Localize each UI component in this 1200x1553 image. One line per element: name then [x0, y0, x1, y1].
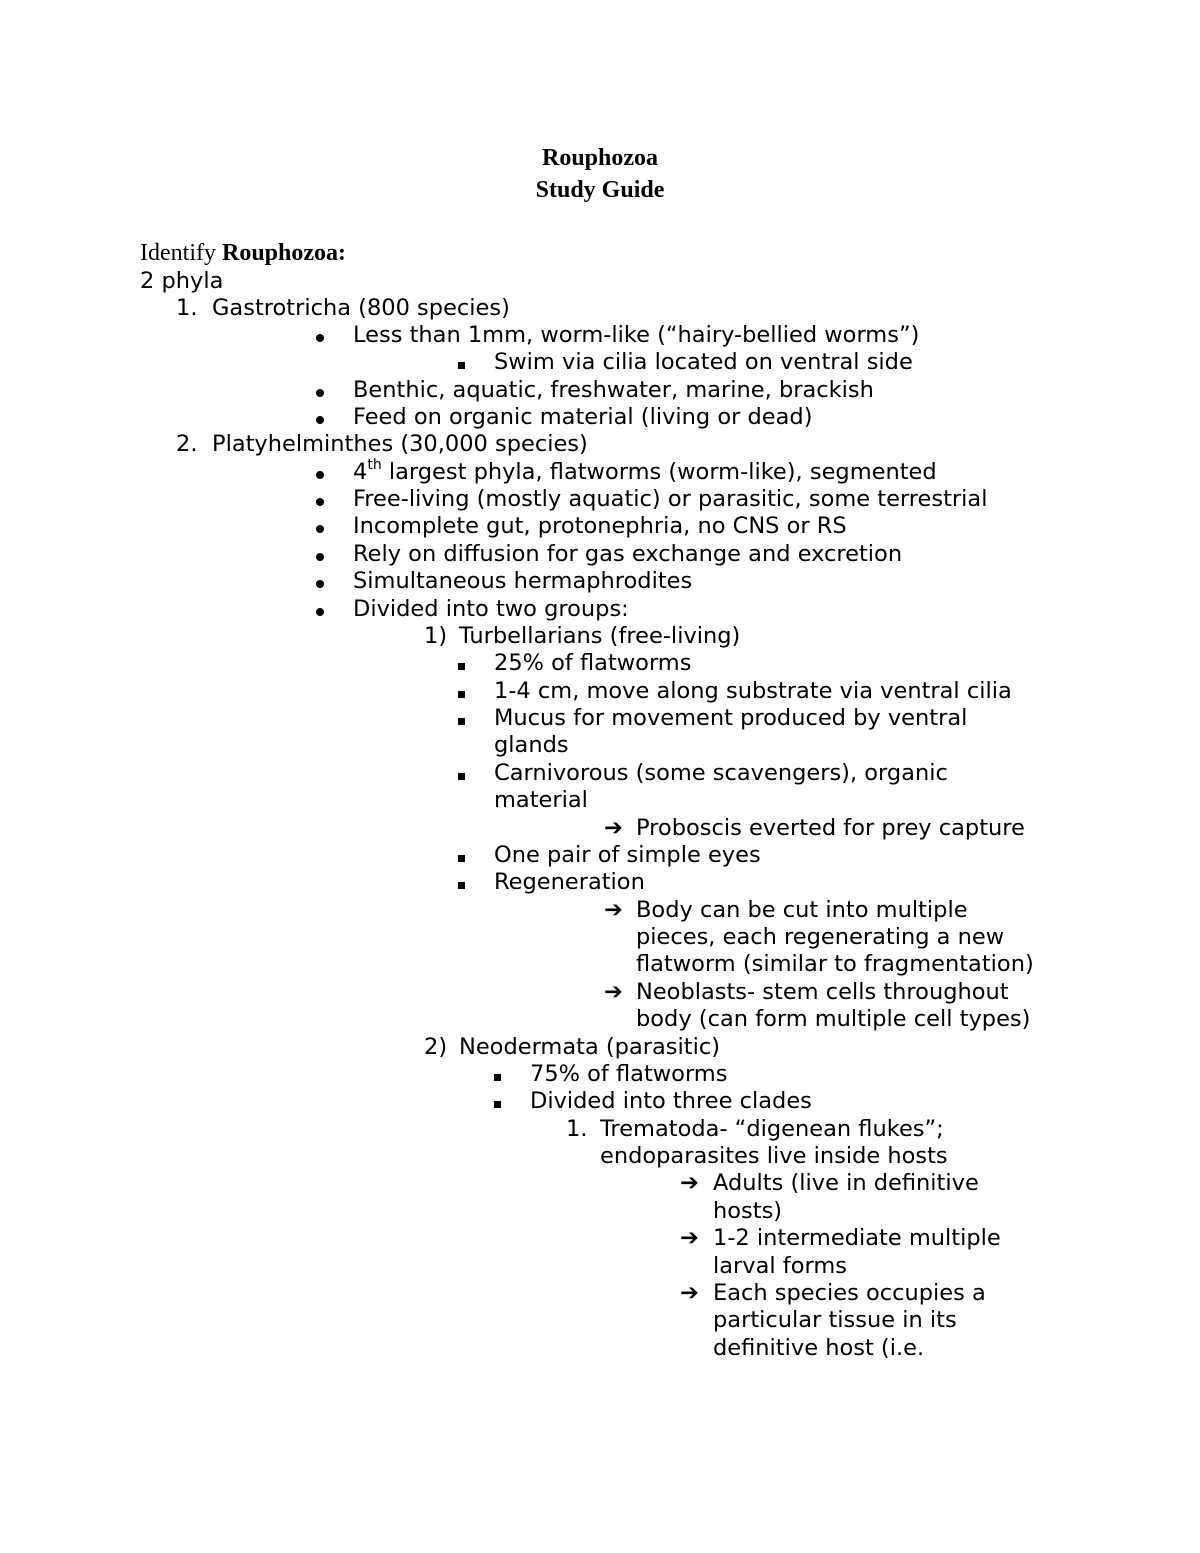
bullet-icon: [316, 404, 324, 431]
identify-bold: Rouphozoa:: [221, 240, 347, 266]
list-item: Incomplete gut, protonephria, no CNS or RS: [353, 513, 847, 539]
item-text: 4: [353, 459, 368, 485]
list-item: 1-2 intermediate multiple: [713, 1225, 1001, 1251]
bullet-icon: [316, 541, 324, 568]
list-item: Feed on organic material (living or dead): [353, 404, 813, 430]
bullet-icon: [316, 513, 324, 540]
arrow-icon: ➔: [604, 979, 623, 1005]
list-number: 2): [424, 1034, 448, 1060]
list-item: One pair of simple eyes: [494, 842, 761, 868]
list-item-continued: material: [494, 787, 588, 813]
list-item: Neoblasts- stem cells throughout: [636, 979, 1009, 1005]
list-number: 2.: [176, 431, 198, 457]
platyhelminthes-heading: Platyhelminthes (30,000 species): [212, 431, 588, 457]
list-item: Proboscis everted for prey capture: [636, 815, 1025, 841]
bullet-icon: [316, 377, 324, 404]
list-item-continued: glands: [494, 732, 569, 758]
square-bullet-icon: [458, 678, 465, 705]
list-item-continued: pieces, each regenerating a new: [636, 924, 1005, 950]
list-item: Each species occupies a: [713, 1280, 986, 1306]
arrow-icon: ➔: [680, 1170, 699, 1196]
bullet-icon: [316, 568, 324, 595]
arrow-icon: ➔: [680, 1225, 699, 1251]
document-subtitle: Study Guide: [535, 177, 665, 203]
arrow-icon: ➔: [604, 897, 623, 923]
list-item: Adults (live in definitive: [713, 1170, 979, 1196]
square-bullet-icon: [458, 869, 465, 896]
list-item-continued: larval forms: [713, 1253, 847, 1279]
list-item: Less than 1mm, worm-like (“hairy-bellied worms”): [353, 322, 920, 348]
list-item: Mucus for movement produced by ventral: [494, 705, 968, 731]
square-bullet-icon: [458, 760, 465, 787]
document-title: Rouphozoa: [541, 145, 659, 171]
list-item: Divided into two groups:: [353, 596, 629, 622]
list-item: Body can be cut into multiple: [636, 897, 968, 923]
list-item: [353, 456, 937, 486]
list-item: 1-4 cm, move along substrate via ventral cilia: [494, 678, 1012, 704]
square-bullet-icon: [458, 349, 465, 376]
list-item-continued: particular tissue in its: [713, 1307, 957, 1333]
list-item-continued: endoparasites live inside hosts: [600, 1143, 948, 1169]
list-item: Rely on diffusion for gas exchange and excretion: [353, 541, 903, 567]
list-item: Simultaneous hermaphrodites: [353, 568, 693, 594]
list-item: Free-living (mostly aquatic) or parasitic, some terrestrial: [353, 486, 988, 512]
list-item-continued: flatworm (similar to fragmentation): [636, 951, 1034, 977]
bullet-icon: [316, 322, 324, 349]
square-bullet-icon: [494, 1088, 501, 1115]
list-item: Swim via cilia located on ventral side: [494, 349, 913, 375]
neodermata-heading: Neodermata (parasitic): [459, 1034, 720, 1060]
bullet-icon: [316, 459, 324, 486]
square-bullet-icon: [458, 650, 465, 677]
list-item-continued: definitive host (i.e.: [713, 1335, 925, 1361]
superscript: th: [367, 456, 382, 473]
list-number: 1.: [566, 1116, 588, 1142]
identify-heading: [140, 240, 346, 267]
trematoda-heading: Trematoda- “digenean flukes”;: [600, 1116, 944, 1142]
arrow-icon: ➔: [604, 815, 623, 841]
identify-prefix: Identify: [140, 240, 222, 266]
phyla-count: 2 phyla: [140, 268, 224, 294]
list-item: 75% of flatworms: [530, 1061, 728, 1087]
list-item: Divided into three clades: [530, 1088, 812, 1114]
turbellarians-heading: Turbellarians (free-living): [459, 623, 741, 649]
list-item: 25% of flatworms: [494, 650, 692, 676]
list-item: Carnivorous (some scavengers), organic: [494, 760, 948, 786]
list-item-continued: hosts): [713, 1198, 783, 1224]
bullet-icon: [316, 596, 324, 623]
list-number: 1.: [176, 295, 198, 321]
list-item: Regeneration: [494, 869, 645, 895]
arrow-icon: ➔: [680, 1280, 699, 1306]
bullet-icon: [316, 486, 324, 513]
square-bullet-icon: [458, 842, 465, 869]
square-bullet-icon: [458, 705, 465, 732]
item-text: largest phyla, flatworms (worm-like), segmented: [381, 459, 937, 485]
list-item: Benthic, aquatic, freshwater, marine, brackish: [353, 377, 874, 403]
gastrotricha-heading: Gastrotricha (800 species): [212, 295, 510, 321]
square-bullet-icon: [494, 1061, 501, 1088]
list-number: 1): [424, 623, 448, 649]
list-item-continued: body (can form multiple cell types): [636, 1006, 1031, 1032]
